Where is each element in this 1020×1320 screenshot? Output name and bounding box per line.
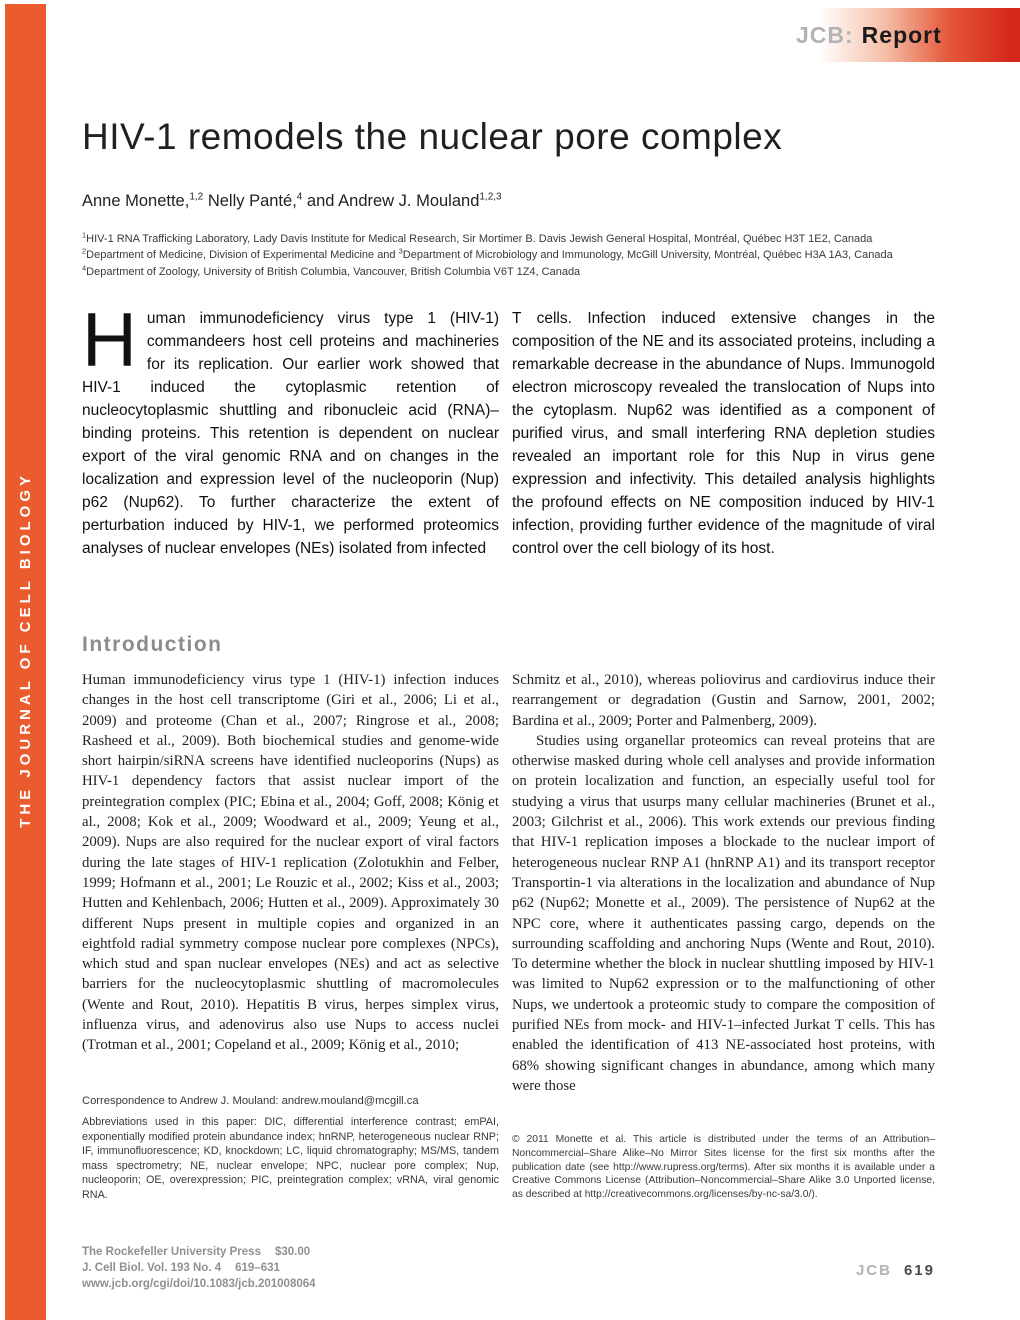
- intro-paragraph: Schmitz et al., 2010), whereas poliovirus and cardiovirus induce their rearrangement or degradation (Gustin and Sarnow, 2001, 2002; Bardina et al., 2009; Porter and Palmenberg, 2009).: [512, 672, 935, 729]
- intro-column-2: [512, 670, 935, 1140]
- abstract-dropcap: H: [82, 307, 137, 383]
- footer-pages: 619–631: [235, 1261, 280, 1274]
- kicker-journal-abbrev: JCB:: [796, 21, 854, 48]
- abbreviations-note: Abbreviations used in this paper: DIC, differential interference contrast; emPAI, exponentially modified protein abundance index; hnRNP, heterogeneous nuclear RNP; IF, immunofluorescence; KD, knockdown; LC, liquid chromatography; MS/MS, tandem mass spectrometry; NE, nuclear envelope; NPC, nuclear pore complex; Nup, nucleoporin; OE, overexpression; PIC, preintegration complex; vRNA, viral genomic RNA.: [82, 1116, 499, 1201]
- footer-citation-line: J. Cell Biol. Vol. 193 No. 4 619–631: [82, 1261, 280, 1274]
- affiliation-list: [82, 231, 952, 280]
- author-list: [82, 192, 942, 211]
- journal-spine-text-wrap: [5, 400, 46, 900]
- footer-journal-abbrev: JCB: [855, 1262, 892, 1279]
- footer-imprint: [82, 1245, 502, 1292]
- author-affiliation-sup: 1,2: [189, 191, 204, 203]
- author: Anne Monette,$^{1,2}$: [82, 191, 204, 210]
- footnote-block: [82, 1094, 499, 1203]
- abstract-column-1: [82, 307, 499, 587]
- kicker-text: [768, 22, 942, 49]
- footer-price: $30.00: [274, 1246, 311, 1258]
- footer-page-number: 619: [903, 1262, 935, 1279]
- intro-paragraph: Human immunodeficiency virus type 1 (HIV-1) infection induces changes in the host cell transcriptome (Giri et al., 2006; Li et al., 2009) and proteome (Chan et al., 2007; Ringrose et al., 2008; Rasheed et al., 2009). Both biochemical studies and genome-wide short hairpin/siRNA screens have identified nucleoporins (Nups) as HIV-1 dependency factors that assist nuclear import of the preintegration complex (PIC; Ebina et al., 2004; Goff, 2008; König et al., 2008; Kok et al., 2009; Woodward et al., 2009; Yeung et al., 2009). Nups are also required for the nuclear export of viral factors during the late stages of HIV-1 replication (Zolotukhin and Felber, 1999; Hofmann et al., 2001; Le Rouzic et al., 2002; Kiss et al., 2003; Hutten and Kehlenbach, 2006; Hutten et al., 2009). Approximately 30 different Nups present in multiple copies and organized in an eightfold radial symmetry compose nuclear pore complexes (NPCs), which stud and span nuclear envelopes (NEs) and act as selective barriers for the nucleocytoplasmic shuttling of macromolecules (Wente and Rout, 2010). Hepatitis B virus, herpes simplex virus, influenza virus, and adenovirus also use Nups to access nuclei (Trotman et al., 2001; Copeland et al., 2009; König et al., 2010;: [82, 672, 499, 1054]
- copyright-note: © 2011 Monette et al. This article is distributed under the terms of an Attribution–Noncommercial–Share Alike–No Mirror Sites license for the first six months after the publication date (see http://www.rupress.org/terms). After six months it is available under a Creative Commons License (Attribution–Noncommercial–Share Alike 3.0 Unported license, as described at http://creativecommons.org/licenses/by-nc-sa/3.0/).: [512, 1134, 935, 1201]
- intro-column-1: [82, 670, 499, 1066]
- author: Nelly Panté,$^4$: [203, 191, 303, 210]
- correspondence-note: Correspondence to Andrew J. Mouland: andrew.mouland@mcgill.ca: [82, 1095, 419, 1107]
- footer-publisher-line: The Rockefeller University Press $30.00: [82, 1246, 311, 1258]
- author-affiliation-sup: 1,2,3: [479, 191, 502, 203]
- journal-spine-bar: [5, 4, 46, 1320]
- affiliation-line: $^2$Department of Medicine, Division of Experimental Medicine and $^3$Department of Microbiology and Immunology, McGill University, Montréal, Québec H3A 1A3, Canada: [82, 246, 893, 262]
- journal-name-vertical: THE JOURNAL OF CELL BIOLOGY: [17, 472, 34, 828]
- author: and Andrew J. Mouland$^{1,2,3}$: [302, 191, 502, 210]
- affiliation-line: $^1$HIV-1 RNA Trafficking Laboratory, Lady Davis Institute for Medical Research, Sir Mortimer B. Davis Jewish General Hospital, Montréal, Québec H3T 1E2, Canada: [82, 230, 873, 245]
- abstract-text-col2: T cells. Infection induced extensive changes in the composition of the NE and its associated proteins, including a remarkable decrease in the abundance of Nups. Immunogold electron microscopy revealed the translocation of Nups into the cytoplasm. Nup62 was identified as a component of purified virus, and small interfering RNA depletion studies revealed an important role for this Nup in virus gene expression and infectivity. This detailed analysis highlights the profound effects on NE composition induced by HIV-1 infection, providing further evidence of the magnitude of viral control over the cell biology of its host.: [512, 310, 935, 557]
- footer-doi-line: www.jcb.org/cgi/doi/10.1083/jcb.201008064: [82, 1277, 316, 1290]
- kicker-article-type: Report: [861, 21, 942, 48]
- article-title: HIV-1 remodels the nuclear pore complex: [82, 116, 783, 157]
- abstract-text-col1: uman immunodeficiency virus type 1 (HIV-1) commandeers host cell proteins and machineries for its replication. Our earlier work showed that HIV-1 induced the cytoplasmic retention of nucleocytoplasmic shuttling and ribonucleic acid (RNA)–binding proteins. This retention is dependent on nuclear export of the viral genomic RNA and on changes in the localization and expression level of the nucleoporin (Nup) p62 (Nup62). To further characterize the extent of perturbation induced by HIV-1, we performed proteomics analyses of nuclear envelopes (NEs) isolated from infected: [82, 310, 499, 557]
- kicker-band: [768, 8, 1020, 62]
- affiliation-line: $^4$Department of Zoology, University of British Columbia, Vancouver, British Columbia V6T 1Z4, Canada: [82, 262, 581, 278]
- intro-paragraph: Studies using organellar proteomics can reveal proteins that are otherwise masked during whole cell analyses and provide information on protein localization and function, an especially useful tool for studying a virus that usurps many cellular machineries (Brunet et al., 2003; Gilchrist et al., 2006). This work extends our previous finding that HIV-1 replication imposes a blockade to the nuclear import of heterogeneous nuclear RNP A1 (hnRNP A1) and its transport receptor Transportin-1 via alterations in the localization and abundance of Nup p62 (Nup62; Monette et al., 2009). The persistence of Nup62 at the NPC core, where it authenticates passing cargo, depends on the surrounding scaffolding and anchoring Nups (Wente and Rout, 2010). To determine whether the block in nuclear shuttling imposed by HIV-1 was limited to Nup62 expression or to the malfunctioning of other Nups, we undertook a proteomic study to compare the composition of purified NEs from mock- and HIV-1–infected Jurkat T cells. This has enabled the identification of 413 NE-associated host proteins, with 68% showing significant changes in abundance, among which many were those: [512, 732, 935, 1094]
- footer-folio: [856, 1262, 935, 1279]
- section-heading-introduction: Introduction: [82, 633, 223, 656]
- abstract-column-2: [512, 307, 935, 587]
- author-affiliation-sup: 4: [296, 191, 303, 203]
